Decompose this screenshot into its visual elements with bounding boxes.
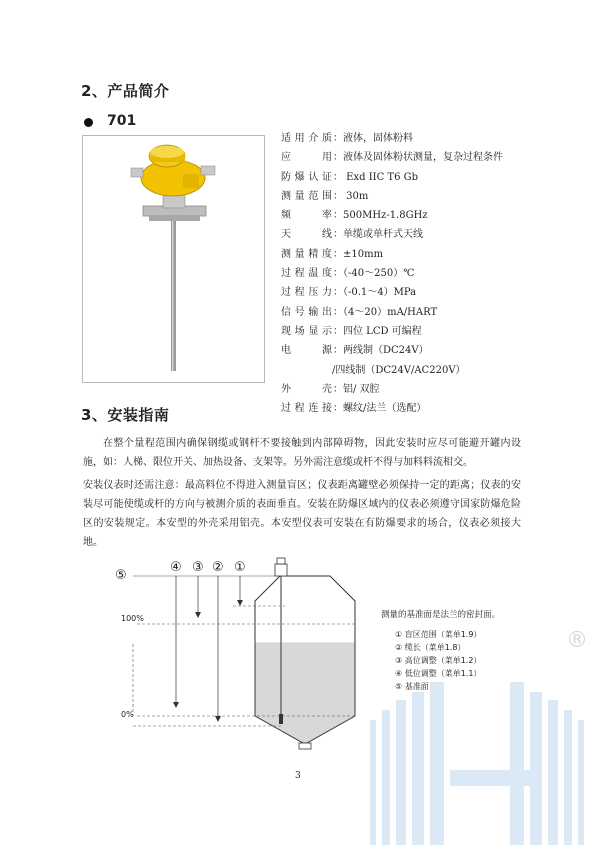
product-name: 701 <box>107 113 137 129</box>
section-3-title: 3、安装指南 <box>81 406 170 424</box>
section-2-title: 2、产品简介 <box>81 82 170 100</box>
spec-row: 现场显示：四位 LCD 可编程 <box>281 325 422 337</box>
level-0-label: 0% <box>121 710 134 719</box>
probe-head <box>275 564 287 576</box>
tank-diagram <box>115 556 365 756</box>
spec-row: 频率：500MHz-1.8GHz <box>281 210 428 222</box>
registered-mark: ® <box>566 628 588 653</box>
marker-2: ② <box>212 560 224 575</box>
spec-row: 信号输出：（4～20）mA/HART <box>281 306 438 318</box>
spec-row: 测量精度：±10mm <box>281 248 384 260</box>
marker-3: ③ <box>192 560 204 575</box>
spec-row: 天线：单缆或单杆式天线 <box>281 229 423 241</box>
page-number: 3 <box>295 771 301 781</box>
spec-row: 过程压力：（-0.1～4）MPa <box>281 287 417 299</box>
installation-diagram <box>115 556 365 756</box>
spec-row: 测量范围： 30m <box>281 190 369 202</box>
marker-5: ⑤ <box>115 568 127 583</box>
marker-4: ④ <box>170 560 182 575</box>
diagram-note: 测量的基准面是法兰的密封面。 <box>381 610 501 620</box>
level-100-label: 100% <box>121 614 144 623</box>
legend-item: ⑤ 基准面 <box>395 682 429 691</box>
paragraph: 在整个量程范围内确保钢缆或钢杆不要接触到内部障碍物，因此安装时应尽可能避开罐内设施，如：人梯、限位开关、加热设备、支架等。另外需注意缆或杆不得与加料料流相交。 <box>83 438 521 468</box>
spec-row: 电源：两线制（DC24V） <box>281 345 429 357</box>
spec-row: 防爆认证： Exd IIC T6 Gb <box>281 171 419 183</box>
spec-row: 外壳：铝/ 双腔 <box>281 383 380 395</box>
legend-item: ② 缆长（菜单1.8） <box>395 643 466 652</box>
spec-row: 适用介质：液体，固体粉料 <box>281 133 413 144</box>
legend-item: ④ 低位调整（菜单1.1） <box>395 669 482 678</box>
legend-item: ③ 高位调整（菜单1.2） <box>395 656 482 665</box>
tank-liquid <box>255 642 355 743</box>
radar-level-meter-illustration <box>83 136 264 382</box>
spec-row: 过程连接：螺纹/法兰（选配） <box>281 403 427 415</box>
bullet-icon <box>84 118 93 127</box>
spec-row: 应用：液体及固体粉状测量，复杂过程条件 <box>281 152 503 164</box>
marker-1: ① <box>234 560 246 575</box>
product-photo <box>82 135 265 383</box>
spec-list <box>281 129 503 418</box>
spec-row: /四线制（DC24V/AC220V） <box>332 364 466 376</box>
diagram-legend <box>395 628 481 693</box>
spec-row: 过程温度：（-40～250）℃ <box>281 268 415 280</box>
legend-item: ① 盲区范围（菜单1.9） <box>395 630 482 639</box>
paragraph: 安装仪表时还需注意：最高料位不得进入测量盲区；仪表距离罐壁必须保持一定的距离；仪表的安装尽可能使缆或杆的方向与被测介质的表面垂直。安装在防爆区域内的仪表必须遵守国家防爆危险区的安装规定。本安型的外壳采用铝壳。本安型仪表可安装在有防爆要求的场合，仪表必须接大地。 <box>83 480 521 548</box>
